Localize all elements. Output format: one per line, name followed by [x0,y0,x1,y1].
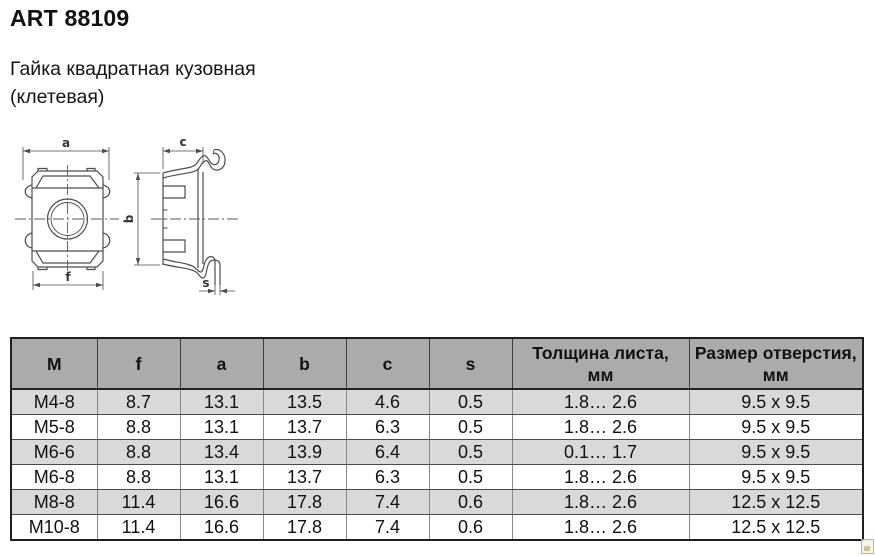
dim-label-f: f [65,270,71,284]
table-cell: 13.1 [180,465,263,490]
table-cell: 6.4 [346,440,429,465]
table-cell: M8-8 [11,490,97,515]
table-cell: 8.7 [97,389,180,415]
table-cell: 9.5 x 9.5 [689,440,863,465]
watermark-icon [861,539,874,554]
column-header-m: M [11,338,97,389]
table-header-row [11,338,863,389]
table-cell: 1.8… 2.6 [512,389,689,415]
table-cell: 1.8… 2.6 [512,490,689,515]
header-thickness-line2: мм [587,364,614,385]
table-cell: 8.8 [97,465,180,490]
table-cell: 13.7 [263,415,346,440]
side-view-drawing [163,150,225,285]
table-cell: 4.6 [346,389,429,415]
table-cell: 0.5 [429,389,512,415]
column-header-sheet-thickness [512,338,689,389]
table-cell: 1.8… 2.6 [512,515,689,541]
table-row [11,440,863,465]
column-header-f: f [97,338,180,389]
table-row [11,490,863,515]
table-cell: 13.9 [263,440,346,465]
cage-nut-drawing-svg [0,118,340,318]
table-cell: 0.5 [429,465,512,490]
table-cell: 11.4 [97,515,180,541]
table-cell: 8.8 [97,415,180,440]
table-cell: 13.5 [263,389,346,415]
dimension-a [23,147,109,180]
table-cell: 13.1 [180,389,263,415]
header-thickness-line1: Толщина листа, [532,342,669,363]
header-hole-line2: мм [762,364,789,385]
table-row [11,515,863,541]
table-cell: M5-8 [11,415,97,440]
column-header-a: a [180,338,263,389]
table-cell: 17.8 [263,490,346,515]
table-cell: 6.3 [346,415,429,440]
page-title: ART 88109 [10,5,130,31]
table-cell: 9.5 x 9.5 [689,415,863,440]
table-cell: 11.4 [97,490,180,515]
table-cell: 8.8 [97,440,180,465]
column-header-hole-size [689,338,863,389]
table-row [11,389,863,415]
table-cell: 0.1… 1.7 [512,440,689,465]
table-cell: 0.6 [429,515,512,541]
subtitle-line-2: (клетевая) [10,86,105,108]
table-cell: 0.5 [429,415,512,440]
column-header-c: c [346,338,429,389]
column-header-s: s [429,338,512,389]
table-cell: 13.4 [180,440,263,465]
specification-table [10,337,864,541]
cage-nut-technical-drawing [0,118,340,318]
dim-label-s: s [202,276,210,290]
table-cell: M6-8 [11,465,97,490]
dim-label-a: a [61,136,71,150]
table-cell: 13.1 [180,415,263,440]
table-cell: 1.8… 2.6 [512,465,689,490]
table-cell: 0.6 [429,490,512,515]
dim-label-c: c [179,135,187,149]
table-cell: 12.5 x 12.5 [689,515,863,541]
table-cell: 12.5 x 12.5 [689,490,863,515]
table-cell: 1.8… 2.6 [512,415,689,440]
table-cell: M6-6 [11,440,97,465]
table-cell: 9.5 x 9.5 [689,465,863,490]
table-cell: 13.7 [263,465,346,490]
subtitle-line-1: Гайка квадратная кузовная [10,58,256,80]
table-cell: 17.8 [263,515,346,541]
table-cell: 7.4 [346,515,429,541]
table-cell: 16.6 [180,515,263,541]
dim-label-b: b [122,214,136,224]
header-hole-line1: Размер отверстия, [694,342,857,363]
table-cell: 0.5 [429,440,512,465]
table-cell: M4-8 [11,389,97,415]
table-cell: 16.6 [180,490,263,515]
product-subtitle [10,55,256,111]
table-cell: M10-8 [11,515,97,541]
column-header-b: b [263,338,346,389]
table-cell: 6.3 [346,465,429,490]
table-cell: 7.4 [346,490,429,515]
table-cell: 9.5 x 9.5 [689,389,863,415]
table-row [11,465,863,490]
table-row [11,415,863,440]
